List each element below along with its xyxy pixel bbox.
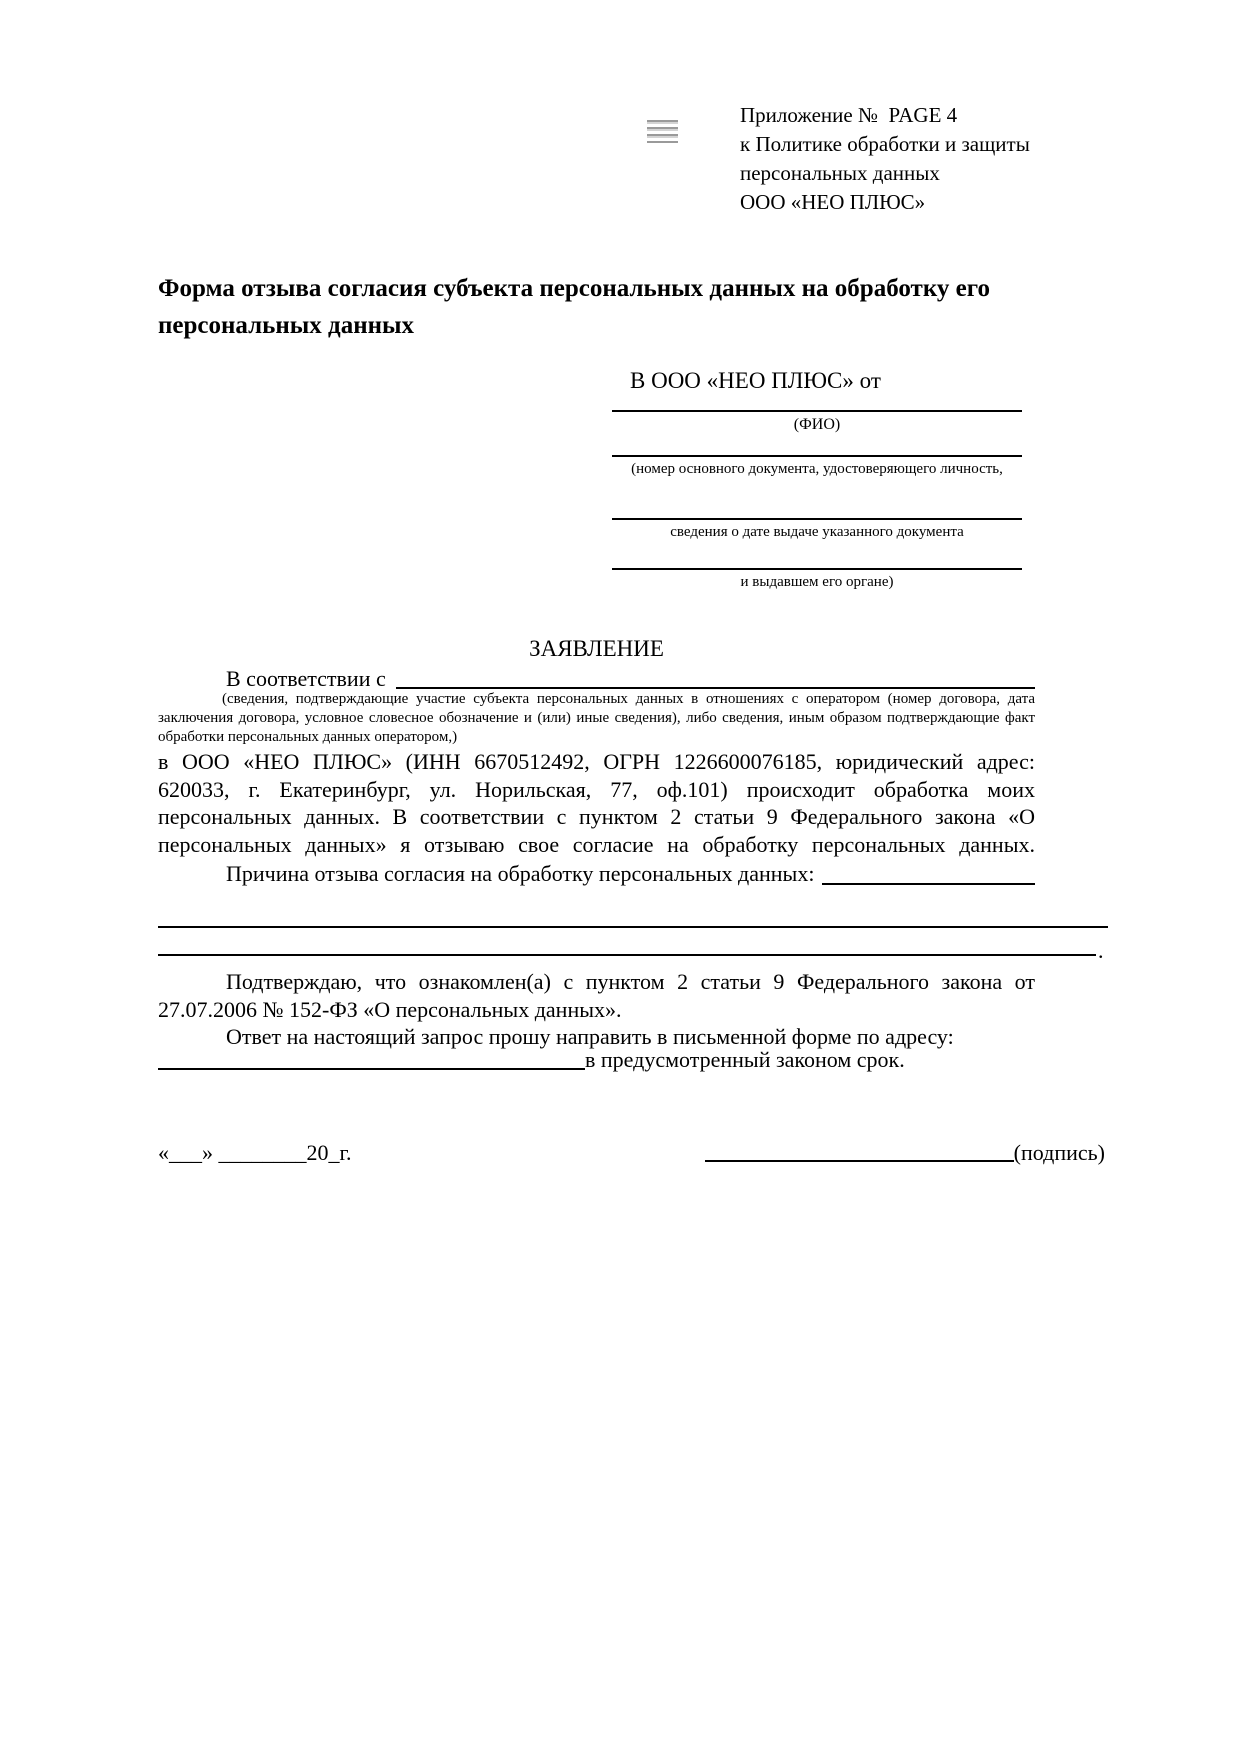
paragraph-indent <box>158 666 226 692</box>
fio-field-caption: (ФИО) <box>793 416 841 433</box>
statement-heading: ЗАЯВЛЕНИЕ <box>529 636 664 661</box>
intro-line <box>158 666 1035 692</box>
signature-underline <box>705 1140 1014 1162</box>
document-number-field-line <box>612 455 1022 457</box>
issuing-authority-field-caption: и выдавшем его органе) <box>740 574 894 590</box>
appendix-header-line: Приложение № PAGE 4 <box>740 103 958 127</box>
appendix-header-line: персональных данных <box>740 161 940 185</box>
fine-print-line: заключения договора, условное словесное обозначение и (или) иные сведения), либо сведения, иным образом подтверждающие факт <box>158 710 1035 726</box>
issue-date-field-line <box>612 518 1022 520</box>
spacer <box>814 860 822 888</box>
body-line: персональных данных» я отзываю свое согласие на обработку персональных данных. <box>158 831 1035 857</box>
issue-date-field-caption: сведения о дате выдаче указанного документа <box>670 524 964 540</box>
document-title <box>158 270 1048 344</box>
appendix-header-line: ООО «НЕО ПЛЮС» <box>740 190 926 214</box>
reply-suffix: в предусмотренный законом срок. <box>585 1047 905 1072</box>
fine-print-line: обработки персональных данных оператором,) <box>158 729 458 745</box>
document-title-line: Форма отзыва согласия субъекта персональных данных на обработку его <box>158 275 990 302</box>
document-number-field-caption: (номер основного документа, удостоверяющего личность, <box>631 461 1003 477</box>
blurred-text-artifact-icon <box>647 120 678 143</box>
body-line: в ООО «НЕО ПЛЮС» (ИНН 6670512492, ОГРН 1226600076185, юридический адрес: <box>158 749 1035 774</box>
intro-prefix: В соответствии с <box>226 666 386 691</box>
date-line: «___» ________20_г. <box>158 1140 352 1165</box>
confirmation-line: Подтверждаю, что ознакомлен(а) с пунктом 2 статьи 9 Федерального закона от <box>226 969 1035 994</box>
blank-write-in-line-1 <box>158 926 1108 928</box>
document-title-line: персональных данных <box>158 312 415 339</box>
reason-line <box>158 860 1035 888</box>
confirmation-line: 27.07.2006 № 152-ФЗ «О персональных данных». <box>158 996 622 1022</box>
appendix-header-line: к Политике обработки и защиты <box>740 132 1030 156</box>
confirmation-paragraph <box>158 968 1035 1023</box>
paragraph-indent <box>158 860 226 888</box>
spacer <box>386 666 396 692</box>
blank-write-in-line-2 <box>158 954 1096 956</box>
body-paragraph <box>158 748 1035 858</box>
reason-label: Причина отзыва согласия на обработку персональных данных: <box>226 861 815 886</box>
fine-print-line: (сведения, подтверждающие участие субъекта персональных данных в отношениях с оператором (номер договора, дата <box>222 691 1035 707</box>
intro-blank-underline <box>396 666 1035 689</box>
fine-print-note <box>158 690 1035 747</box>
fio-field-line <box>612 410 1022 412</box>
address-blank-underline <box>158 1046 585 1070</box>
address-line <box>158 1046 1035 1074</box>
issuing-authority-field-line <box>612 568 1022 570</box>
body-line: персональных данных. В соответствии с пунктом 2 статьи 9 Федерального закона «О <box>158 804 1035 829</box>
reason-blank-underline <box>822 860 1035 885</box>
blank-line-period: . <box>1098 938 1104 963</box>
reply-label: Ответ на настоящий запрос прошу направить в письменной форме по адресу: <box>226 1024 954 1049</box>
appendix-header-block <box>740 101 1030 217</box>
addressee-line: В ООО «НЕО ПЛЮС» от <box>630 368 881 393</box>
body-line: 620033, г. Екатеринбург, ул. Норильская, 77, оф.101) происходит обработка моих <box>158 776 1035 802</box>
signature-caption: (подпись) <box>1013 1140 1105 1165</box>
signature-block <box>705 1140 1105 1166</box>
